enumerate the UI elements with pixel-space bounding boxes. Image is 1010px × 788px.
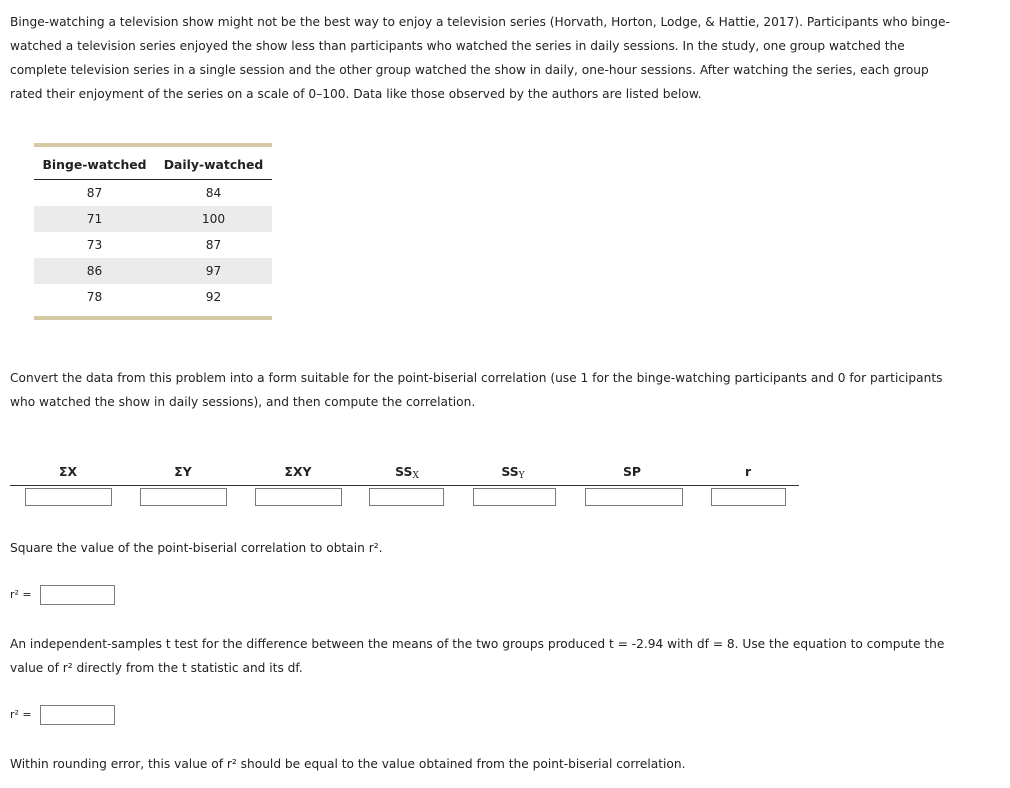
r2-label: r² = [10,708,32,721]
cell-binge: 73 [86,238,103,252]
table-row [34,284,272,318]
sum-x-input[interactable] [25,488,112,506]
r2-from-t-input[interactable] [40,705,115,725]
header-sum-xy: ΣXY [284,464,312,479]
r-input[interactable] [711,488,786,506]
cell-binge: 87 [86,186,103,200]
ss-x-subscript: X [412,471,419,481]
closing-note: Within rounding error, this value of r² should be equal to the value obtained from the point-biserial correlation. [10,757,686,771]
square-instructions: Square the value of the point-biserial correlation to obtain r². [10,541,383,555]
data-table [34,143,272,320]
header-sum-y: ΣY [174,464,192,479]
header-divider [10,485,799,486]
answer-grid [10,464,799,512]
cell-binge-value: 78 [86,290,103,304]
ss-y-label: SS [501,464,519,479]
header-sum-x: ΣX [58,464,78,479]
cell-daily: 100 [155,206,272,232]
ss-y-subscript: Y [518,471,525,481]
table-row [34,180,272,207]
r2-label: r² = [10,588,32,601]
header-sp: SP [622,464,642,479]
ss-y-input[interactable] [473,488,556,506]
cell-daily-value: 92 [205,290,222,304]
header-ss-x [395,464,419,481]
header-daily-watched: Daily-watched [155,145,272,180]
cell-daily [155,284,272,318]
header-r: r [744,464,752,479]
cell-daily: 87 [205,238,222,252]
table-row [34,258,272,284]
header-binge-watched: Binge-watched [34,145,155,180]
header-ss-y [501,464,524,481]
sum-y-input[interactable] [140,488,227,506]
sp-input[interactable] [585,488,683,506]
convert-instructions: Convert the data from this problem into a form suitable for the point-biserial correlation (use 1 for the binge-watching participants and 0 for participants who watched the show in daily sessions), and then compute the correlation. [10,371,943,409]
ss-x-input[interactable] [369,488,444,506]
ss-x-label: SS [395,464,413,479]
ttest-instructions: An independent-samples t test for the difference between the means of the two groups produced t = -2.94 with df = 8. Use the equation to compute the value of r² directly from the t statistic and its df. [10,637,945,675]
table-header-row [34,145,272,180]
cell-binge: 86 [34,258,155,284]
cell-binge [34,284,155,318]
table-row [34,232,272,258]
cell-daily: 84 [205,186,222,200]
r2-point-biserial-input[interactable] [40,585,115,605]
sum-xy-input[interactable] [255,488,342,506]
intro-paragraph: Binge-watching a television show might not be the best way to enjoy a television series (Horvath, Horton, Lodge, & Hattie, 2017). Participants who binge-watched a television series enjoyed the show less than participants who watched the series in daily sessions. In the study, one group watched the complete television series in a single session and the other group watched the show in daily, one-hour sessions. After watching the series, each group rated their enjoyment of the series on a scale of 0–100. Data like those observed by the authors are listed below. [10,15,950,101]
table-row [34,206,272,232]
cell-daily: 97 [155,258,272,284]
cell-binge: 71 [34,206,155,232]
